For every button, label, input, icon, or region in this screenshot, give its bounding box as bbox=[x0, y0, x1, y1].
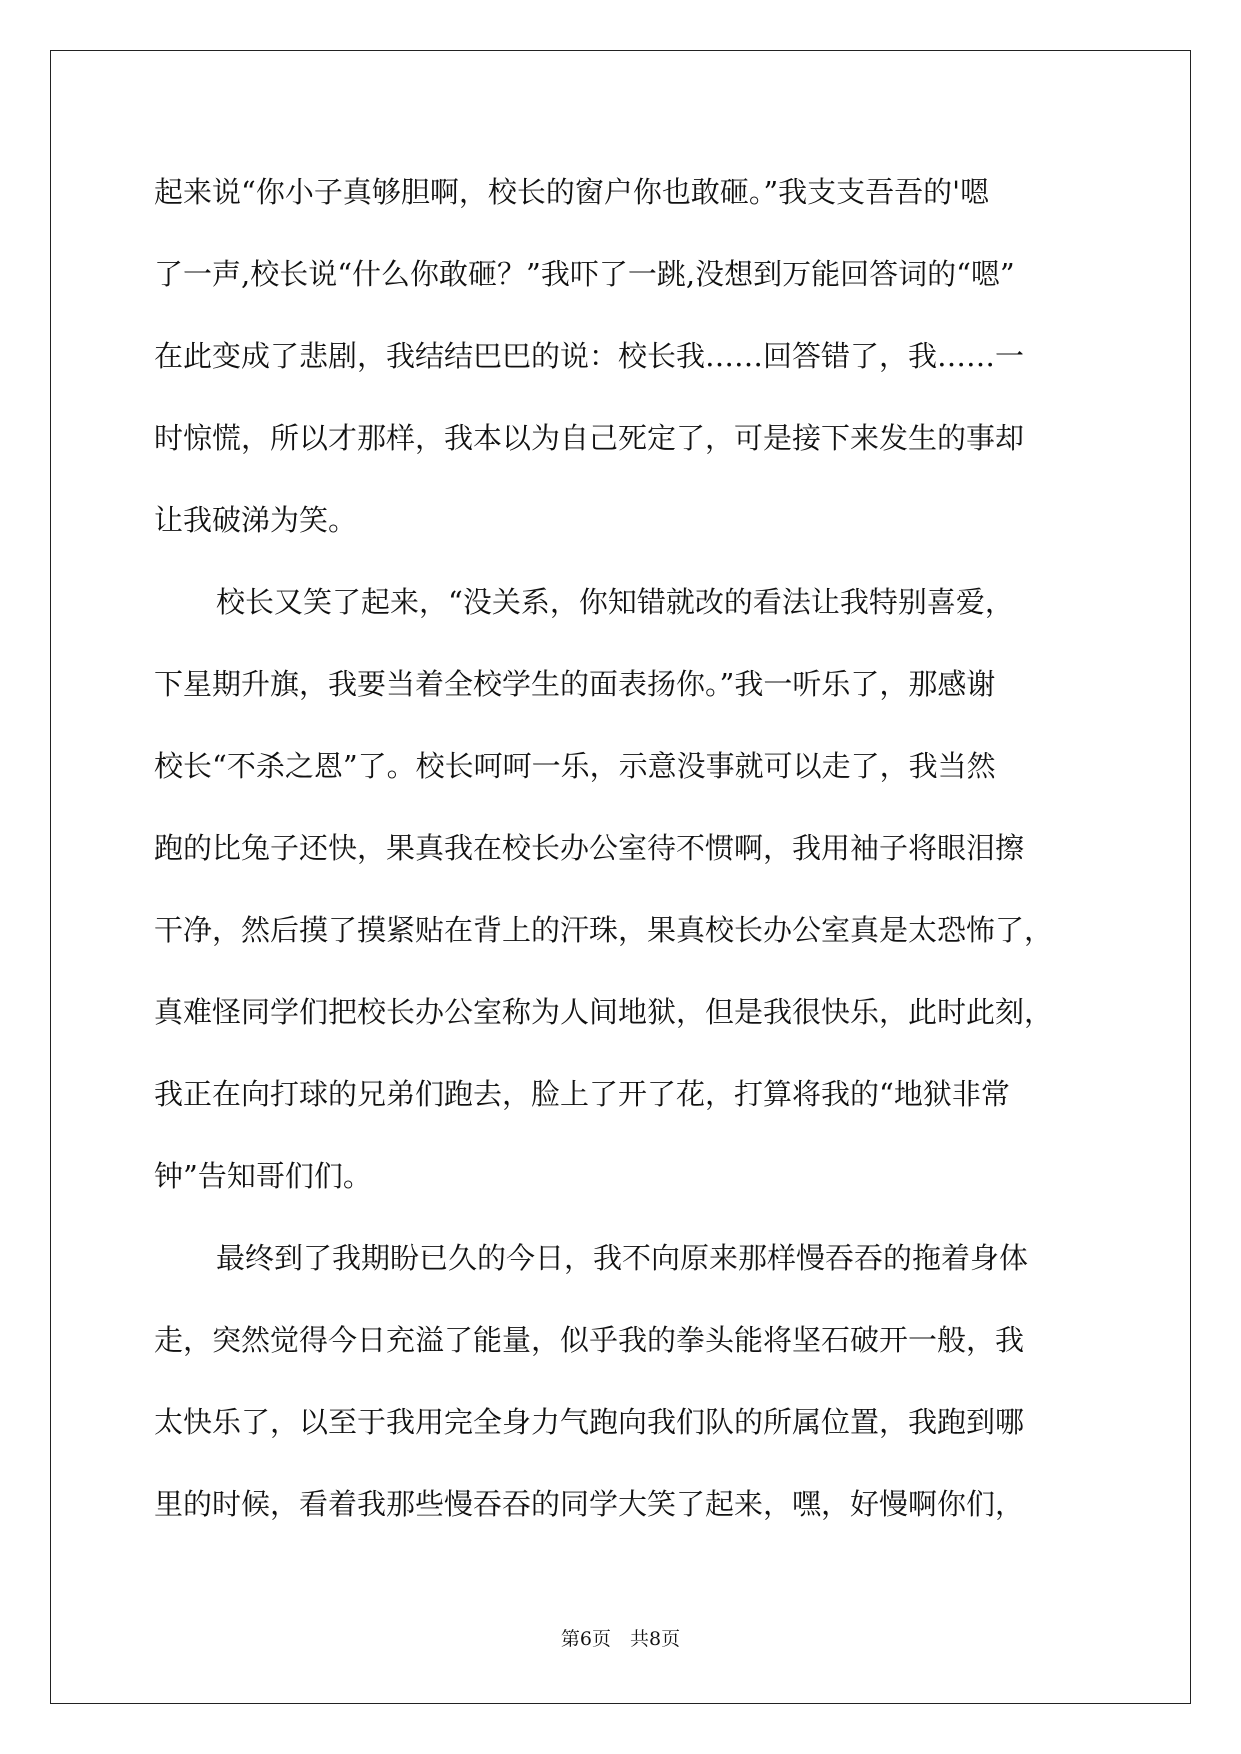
paragraph-start-line: 最终到了我期盼已久的今日，我不向原来那样慢吞吞的拖着身体 bbox=[216, 1241, 1029, 1275]
text-line: 校长“不杀之恩”了。校长呵呵一乐，示意没事就可以走了，我当然 bbox=[154, 749, 996, 783]
text-line: 起来说“你小子真够胆啊，校长的窗户你也敢砸。”我支支吾吾的'嗯 bbox=[154, 175, 990, 209]
text-line: 时惊慌，所以才那样，我本以为自己死定了，可是接下来发生的事却 bbox=[154, 421, 1025, 455]
text-line: 真难怪同学们把校长办公室称为人间地狱，但是我很快乐，此时此刻， bbox=[154, 995, 1054, 1029]
text-line: 跑的比兔子还快，果真我在校长办公室待不惯啊，我用袖子将眼泪擦 bbox=[154, 831, 1025, 865]
page-number: 第6页 共8页 bbox=[560, 1628, 681, 1650]
text-line: 我正在向打球的兄弟们跑去，脸上了开了花，打算将我的“地狱非常 bbox=[154, 1077, 1010, 1111]
paragraph-start-line: 校长又笑了起来，“没关系，你知错就改的看法让我特别喜爱， bbox=[216, 585, 1014, 619]
text-line: 让我破涕为笑。 bbox=[154, 503, 358, 537]
document-body bbox=[154, 162, 1094, 1556]
text-line: 了一声,校长说“什么你敢砸？”我吓了一跳,没想到万能回答词的“嗯” bbox=[154, 257, 1015, 291]
text-line: 在此变成了悲剧，我结结巴巴的说：校长我……回答错了，我……一 bbox=[154, 339, 1025, 373]
text-line: 里的时候，看着我那些慢吞吞的同学大笑了起来，嘿，好慢啊你们， bbox=[154, 1487, 1025, 1521]
text-line: 钟”告知哥们们。 bbox=[154, 1159, 372, 1193]
text-line: 下星期升旗，我要当着全校学生的面表扬你。”我一听乐了，那感谢 bbox=[154, 667, 996, 701]
text-line: 干净，然后摸了摸紧贴在背上的汗珠，果真校长办公室真是太恐怖了， bbox=[154, 913, 1054, 947]
text-line: 走，突然觉得今日充溢了能量，似乎我的拳头能将坚石破开一般，我 bbox=[154, 1323, 1025, 1357]
text-line: 太快乐了，以至于我用完全身力气跑向我们队的所属位置，我跑到哪 bbox=[154, 1405, 1025, 1439]
